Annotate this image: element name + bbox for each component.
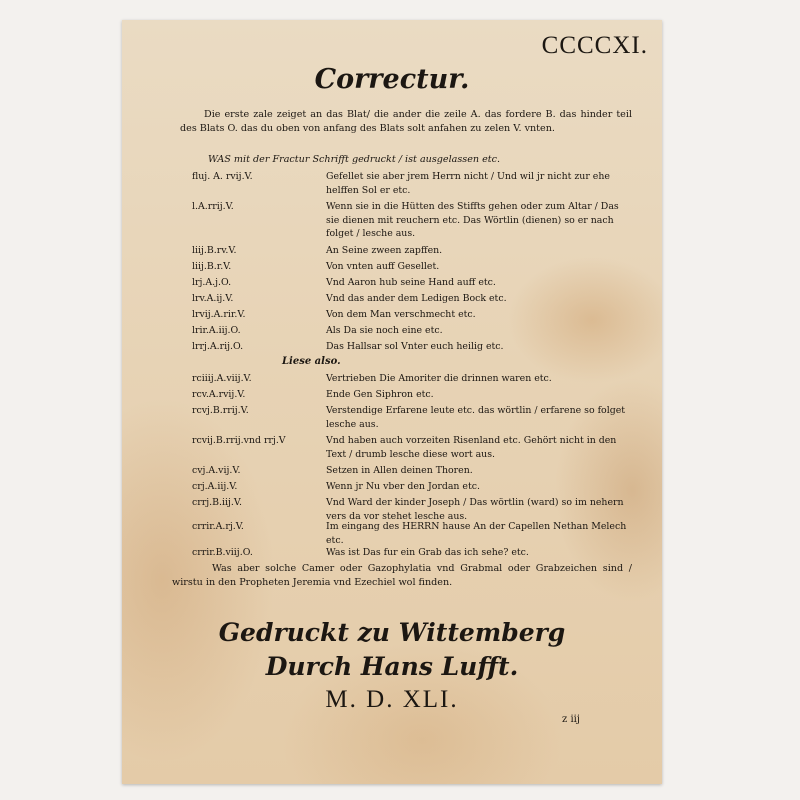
correction-ref: crj.A.iij.V. bbox=[192, 481, 238, 492]
correction-text: An Seine zween zapffen. bbox=[326, 245, 443, 256]
correction-ref: lrrj.A.rij.O. bbox=[192, 341, 244, 352]
correction-text: Gefellet sie aber jrem Herrn nicht / Und wil jr nicht zur ehe helffen Sol er etc. bbox=[326, 171, 610, 196]
correction-ref: crrj.B.iij.V. bbox=[192, 497, 242, 508]
correction-ref: crrir.A.rj.V. bbox=[192, 521, 244, 532]
correction-ref: crrir.B.viij.O. bbox=[192, 547, 253, 558]
correction-text: Vnd das ander dem Ledigen Bock etc. bbox=[326, 293, 507, 304]
correction-text: Im eingang des HERRN hause An der Capellen Nethan Melech etc. bbox=[326, 521, 627, 546]
correction-ref: cvj.A.vij.V. bbox=[192, 465, 241, 476]
correction-ref: l.A.rrij.V. bbox=[192, 201, 234, 212]
correction-text: Als Da sie noch eine etc. bbox=[326, 325, 443, 336]
correction-text: Das Hallsar sol Vnter euch heilig etc. bbox=[326, 341, 504, 352]
closing-paragraph: Was aber solche Camer oder Gazophylatia vnd Grabmal oder Grabzeichen sind / wirstu in den Propheten Jeremia vnd Ezechiel wol finden. bbox=[172, 563, 632, 588]
correction-ref: rcvij.B.rrij.vnd rrj.V bbox=[192, 435, 286, 446]
page-number: CCCCXI. bbox=[541, 32, 648, 59]
correction-ref: liij.B.r.V. bbox=[192, 261, 232, 272]
page-title: Correctur. bbox=[314, 64, 470, 95]
correction-ref: rcv.A.rvij.V. bbox=[192, 389, 246, 400]
correction-ref: rciiij.A.viij.V. bbox=[192, 373, 252, 384]
correction-ref: lrvij.A.rir.V. bbox=[192, 309, 246, 320]
correction-ref: lrj.A.j.O. bbox=[192, 277, 232, 288]
document-page bbox=[122, 20, 662, 784]
correction-ref: lrv.A.ij.V. bbox=[192, 293, 234, 304]
correction-text: Vertrieben Die Amoriter die drinnen waren etc. bbox=[326, 373, 552, 384]
signature-mark: z iij bbox=[562, 714, 580, 725]
correction-ref: liij.B.rv.V. bbox=[192, 245, 237, 256]
imprint-year: M. D. XLI. bbox=[325, 686, 459, 713]
correction-text: Vnd haben auch vorzeiten Risenland etc. Gehört nicht in den Text / drumb lesche diese wort aus. bbox=[326, 435, 617, 460]
correction-text: Wenn sie in die Hütten des Stiffts gehen oder zum Altar / Das sie dienen mit reuchern etc. Das Wörtlin (dienen) so er nach folget / lesche aus. bbox=[326, 201, 619, 239]
intro-paragraph: Die erste zale zeiget an das Blat/ die ander die zeile A. das fordere B. das hinder teil des Blats O. das du oben von anfang des Blats solt anfahen zu zelen V. vnten. bbox=[180, 109, 632, 134]
correction-text: Verstendige Erfarene leute etc. das wörtlin / erfarene so folget lesche aus. bbox=[326, 405, 626, 430]
correction-text: Vnd Aaron hub seine Hand auff etc. bbox=[326, 277, 496, 288]
intro-note: WAS mit der Fractur Schrifft gedruckt / ist ausgelassen etc. bbox=[208, 154, 501, 165]
correction-text: Was ist Das fur ein Grab das ich sehe? etc. bbox=[326, 547, 529, 558]
correction-ref: lrir.A.iij.O. bbox=[192, 325, 241, 336]
correction-text: Von vnten auff Gesellet. bbox=[326, 261, 440, 272]
section-heading: Liese also. bbox=[282, 356, 341, 367]
correction-ref: fluj. A. rvij.V. bbox=[192, 171, 253, 182]
correction-text: Von dem Man verschmecht etc. bbox=[326, 309, 476, 320]
correction-text: Vnd Ward der kinder Joseph / Das wörtlin (ward) so im nehern vers da vor stehet lesche aus. bbox=[326, 497, 624, 522]
imprint-line-1: Gedruckt zu Wittemberg bbox=[218, 618, 566, 647]
imprint-line-2: Durch Hans Lufft. bbox=[265, 652, 519, 681]
correction-text: Wenn jr Nu vber den Jordan etc. bbox=[326, 481, 480, 492]
correction-text: Ende Gen Siphron etc. bbox=[326, 389, 434, 400]
correction-ref: rcvj.B.rrij.V. bbox=[192, 405, 249, 416]
correction-text: Setzen in Allen deinen Thoren. bbox=[326, 465, 473, 476]
